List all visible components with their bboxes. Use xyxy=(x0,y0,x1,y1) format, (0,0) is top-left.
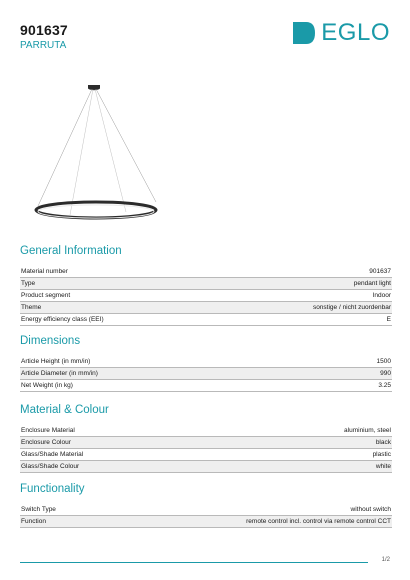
eglo-logo-mark-icon xyxy=(293,22,315,44)
spec-row xyxy=(20,504,392,516)
eglo-logo-text: EGLO xyxy=(321,19,390,46)
dimensions-section xyxy=(20,335,392,392)
spec-label: Energy efficiency class (EEI) xyxy=(21,316,104,323)
spec-value: without switch xyxy=(350,506,391,513)
functionality-section xyxy=(20,483,392,528)
spec-value: black xyxy=(375,439,391,446)
spec-label: Material number xyxy=(21,268,68,275)
spec-value: aluminium, steel xyxy=(344,427,391,434)
spec-label: Switch Type xyxy=(21,506,56,513)
material-colour-title: Material & Colour xyxy=(20,404,109,416)
page-number: 1/2 xyxy=(381,557,390,563)
spec-label: Article Height (in mm/in) xyxy=(21,358,91,365)
spec-row xyxy=(20,266,392,278)
spec-value: 901637 xyxy=(369,268,391,275)
spec-label: Function xyxy=(21,518,46,525)
material-colour-section xyxy=(20,404,392,473)
general-information-section xyxy=(20,245,392,326)
spec-value: remote control incl. control via remote control CCT xyxy=(246,518,391,525)
product-header xyxy=(20,22,68,51)
general-information-title: General Information xyxy=(20,245,122,257)
eglo-logo xyxy=(293,19,390,46)
functionality-title: Functionality xyxy=(20,483,85,495)
spec-label: Glass/Shade Material xyxy=(21,451,84,458)
spec-row xyxy=(20,516,392,528)
spec-value: plastic xyxy=(372,451,391,458)
spec-value: 990 xyxy=(380,370,391,377)
spec-row xyxy=(20,368,392,380)
spec-value: E xyxy=(386,316,391,323)
spec-row xyxy=(20,356,392,368)
spec-value: sonstige / nicht zuordenbar xyxy=(312,304,391,311)
spec-value: white xyxy=(375,463,391,470)
spec-row xyxy=(20,290,392,302)
spec-label: Article Diameter (in mm/in) xyxy=(21,370,98,377)
spec-value: pendant light xyxy=(353,280,391,287)
spec-label: Glass/Shade Colour xyxy=(21,463,80,470)
spec-value: 1500 xyxy=(376,358,391,365)
spec-value: Indoor xyxy=(372,292,391,299)
product-name: PARRUTA xyxy=(20,40,67,51)
spec-row xyxy=(20,437,392,449)
spec-row xyxy=(20,278,392,290)
spec-label: Type xyxy=(21,280,36,287)
spec-row xyxy=(20,449,392,461)
spec-label: Net Weight (in kg) xyxy=(21,382,73,389)
spec-label: Enclosure Colour xyxy=(21,439,71,446)
spec-label: Enclosure Material xyxy=(21,427,75,434)
spec-row xyxy=(20,314,392,326)
footer-divider xyxy=(20,562,368,563)
product-number: 901637 xyxy=(20,22,68,38)
spec-label: Theme xyxy=(21,304,42,311)
spec-value: 3.25 xyxy=(378,382,391,389)
spec-label: Product segment xyxy=(21,292,71,299)
spec-row xyxy=(20,302,392,314)
spec-row xyxy=(20,425,392,437)
spec-row xyxy=(20,461,392,473)
dimensions-title: Dimensions xyxy=(20,335,81,347)
spec-row xyxy=(20,380,392,392)
pendant-light-image xyxy=(28,80,168,240)
